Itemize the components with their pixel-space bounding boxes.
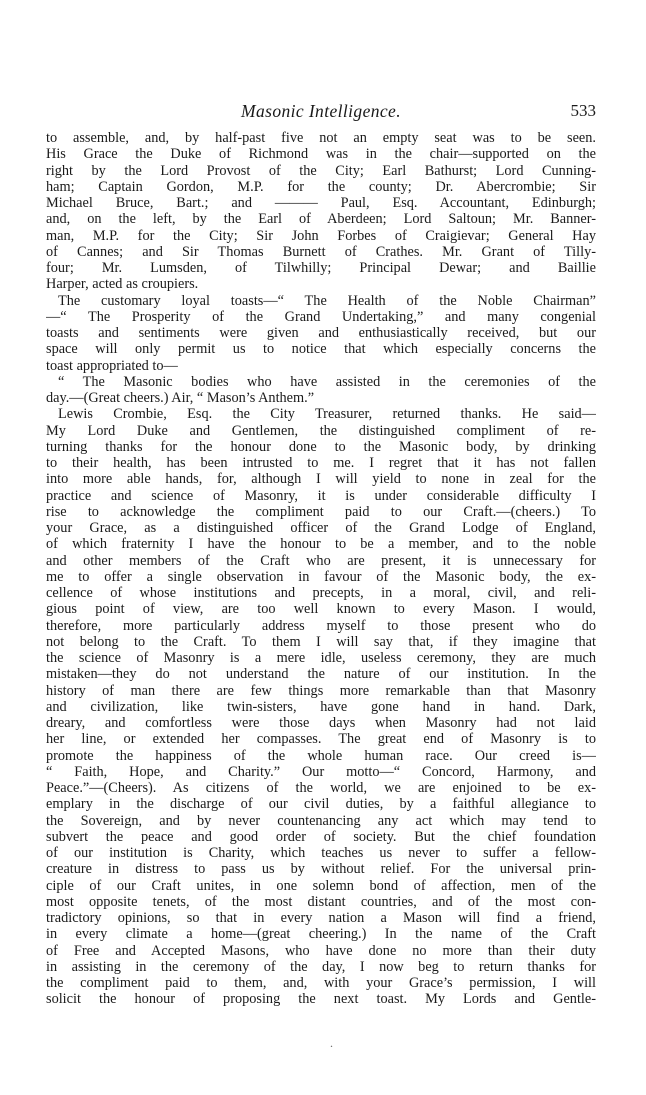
text-line: promote the happiness of the whole human race. Our creed is— xyxy=(46,747,596,764)
text-line: not belong to the Craft. To them I will say that, if they imagine that xyxy=(46,633,596,650)
text-line: to their health, has been intrusted to me. I regret that it has not fallen xyxy=(46,455,596,471)
text-line: —“ The Prosperity of the Grand Undertaking,” and many congenial xyxy=(46,308,596,325)
text-line: of Free and Accepted Masons, who have done no more than their duty xyxy=(46,942,596,959)
text-line: and other members of the Craft who are present, it is unnecessary for xyxy=(46,552,596,569)
text-line: Harper, acted as croupiers. xyxy=(46,276,199,293)
text-line: toasts and sentiments were given and enthusiastically received, but our xyxy=(46,325,596,341)
text-line: four; Mr. Lumsden, of Tilwhilly; Principal Dewar; and Baillie xyxy=(46,260,596,276)
text-line: Peace.”—(Cheers). As citizens of the world, we are enjoined to be ex- xyxy=(46,780,596,796)
text-line: and, on the left, by the Earl of Aberdeen; Lord Saltoun; Mr. Banner- xyxy=(46,211,596,228)
article-text xyxy=(46,130,596,1008)
text-line: cellence of whose institutions and precepts, in a moral, civil, and reli- xyxy=(46,585,596,601)
text-line: the compliment paid to them, and, with your Grace’s permission, I will xyxy=(46,975,596,991)
text-line: space will only permit us to notice that which especially concerns the xyxy=(46,341,596,358)
text-line: tradictory opinions, so that in every nation a Mason will find a friend, xyxy=(46,910,596,926)
text-line: and civilization, like twin-sisters, have gone hand in hand. Dark, xyxy=(46,698,596,715)
text-line: to assemble, and, by half-past five not an empty seat was to be seen. xyxy=(46,130,596,146)
text-line: her line, or extended her compasses. The great end of Masonry is to xyxy=(46,731,596,748)
text-line: “ The Masonic bodies who have assisted in the ceremonies of the xyxy=(58,373,596,390)
text-line: ciple of our Craft unites, in one solemn bond of affection, men of the xyxy=(46,877,596,894)
text-line: the science of Masonry is a mere idle, useless ceremony, they are much xyxy=(46,650,596,666)
text-line: in assisting in the ceremony of the day, I now beg to return thanks for xyxy=(46,958,596,975)
text-line: the Sovereign, and by never countenancing any act which may tend to xyxy=(46,812,596,829)
text-line: man, M.P. for the City; Sir John Forbes of Craigievar; General Hay xyxy=(46,227,596,244)
text-line: turning thanks for the honour done to the Masonic body, by drinking xyxy=(46,438,596,455)
text-line: your Grace, as a distinguished officer of the Grand Lodge of England, xyxy=(46,520,596,536)
text-line: day.—(Great cheers.) Air, “ Mason’s Anthem.” xyxy=(46,390,315,406)
text-line: Michael Bruce, Bart.; and ——— Paul, Esq. Accountant, Edinburgh; xyxy=(46,195,596,211)
text-line: of which fraternity I have the honour to be a member, and to the noble xyxy=(46,536,596,553)
text-line: of Cannes; and Sir Thomas Burnett of Crathes. Mr. Grant of Tilly- xyxy=(46,243,596,260)
text-line: of our institution is Charity, which teaches us never to suffer a fellow- xyxy=(46,845,596,861)
footer-mark: . xyxy=(330,1036,333,1050)
page-title: Masonic Intelligence. xyxy=(240,101,401,121)
text-line: emplary in the discharge of our civil duties, by a faithful allegiance to xyxy=(46,796,596,813)
text-line: toast appropriated to— xyxy=(46,357,178,374)
text-line: dreary, and comfortless were those days when Masonry had not laid xyxy=(46,715,596,731)
text-line: “ Faith, Hope, and Charity.” Our motto—“ Concord, Harmony, and xyxy=(46,763,596,780)
text-line: me to offer a single observation in favour of the Masonic body, the ex- xyxy=(46,568,596,585)
text-line: rise to acknowledge the compliment paid to our Craft.—(cheers.) To xyxy=(46,503,596,520)
page-number: 533 xyxy=(570,101,596,120)
text-line: gious point of view, are too well known to every Mason. I would, xyxy=(46,601,596,618)
text-line: history of man there are few things more remarkable than that Masonry xyxy=(46,682,596,699)
text-line: most opposite tenets, of the most distant countries, and of the most con- xyxy=(46,893,596,910)
text-line: right by the Lord Provost of the City; Earl Bathurst; Lord Cunning- xyxy=(46,162,596,179)
text-line: The customary loyal toasts—“ The Health of the Noble Chairman” xyxy=(58,292,596,309)
text-line: My Lord Duke and Gentlemen, the distinguished compliment of re- xyxy=(46,422,596,439)
text-line: creature in distress to pass us by without relief. For the universal prin- xyxy=(46,861,596,878)
text-line: His Grace the Duke of Richmond was in the chair—supported on the xyxy=(46,146,596,163)
text-line: ham; Captain Gordon, M.P. for the county; Dr. Abercrombie; Sir xyxy=(46,178,596,195)
text-line: mistaken—they do not understand the nature of our institution. In the xyxy=(46,666,596,683)
text-line: subvert the peace and good order of society. But the chief foundation xyxy=(46,828,596,845)
text-line: Lewis Crombie, Esq. the City Treasurer, returned thanks. He said— xyxy=(58,406,596,423)
text-line: into more able hands, for, although I will yield to none in zeal for the xyxy=(46,471,596,488)
text-line: in every climate a home—(great cheering.) In the name of the Craft xyxy=(46,926,596,943)
text-line: solicit the honour of proposing the next toast. My Lords and Gentle- xyxy=(46,991,596,1008)
text-line: practice and science of Masonry, it is under considerable difficulty I xyxy=(46,487,596,504)
running-header xyxy=(46,101,596,125)
text-line: therefore, more particularly address myself to those present who do xyxy=(46,617,596,634)
